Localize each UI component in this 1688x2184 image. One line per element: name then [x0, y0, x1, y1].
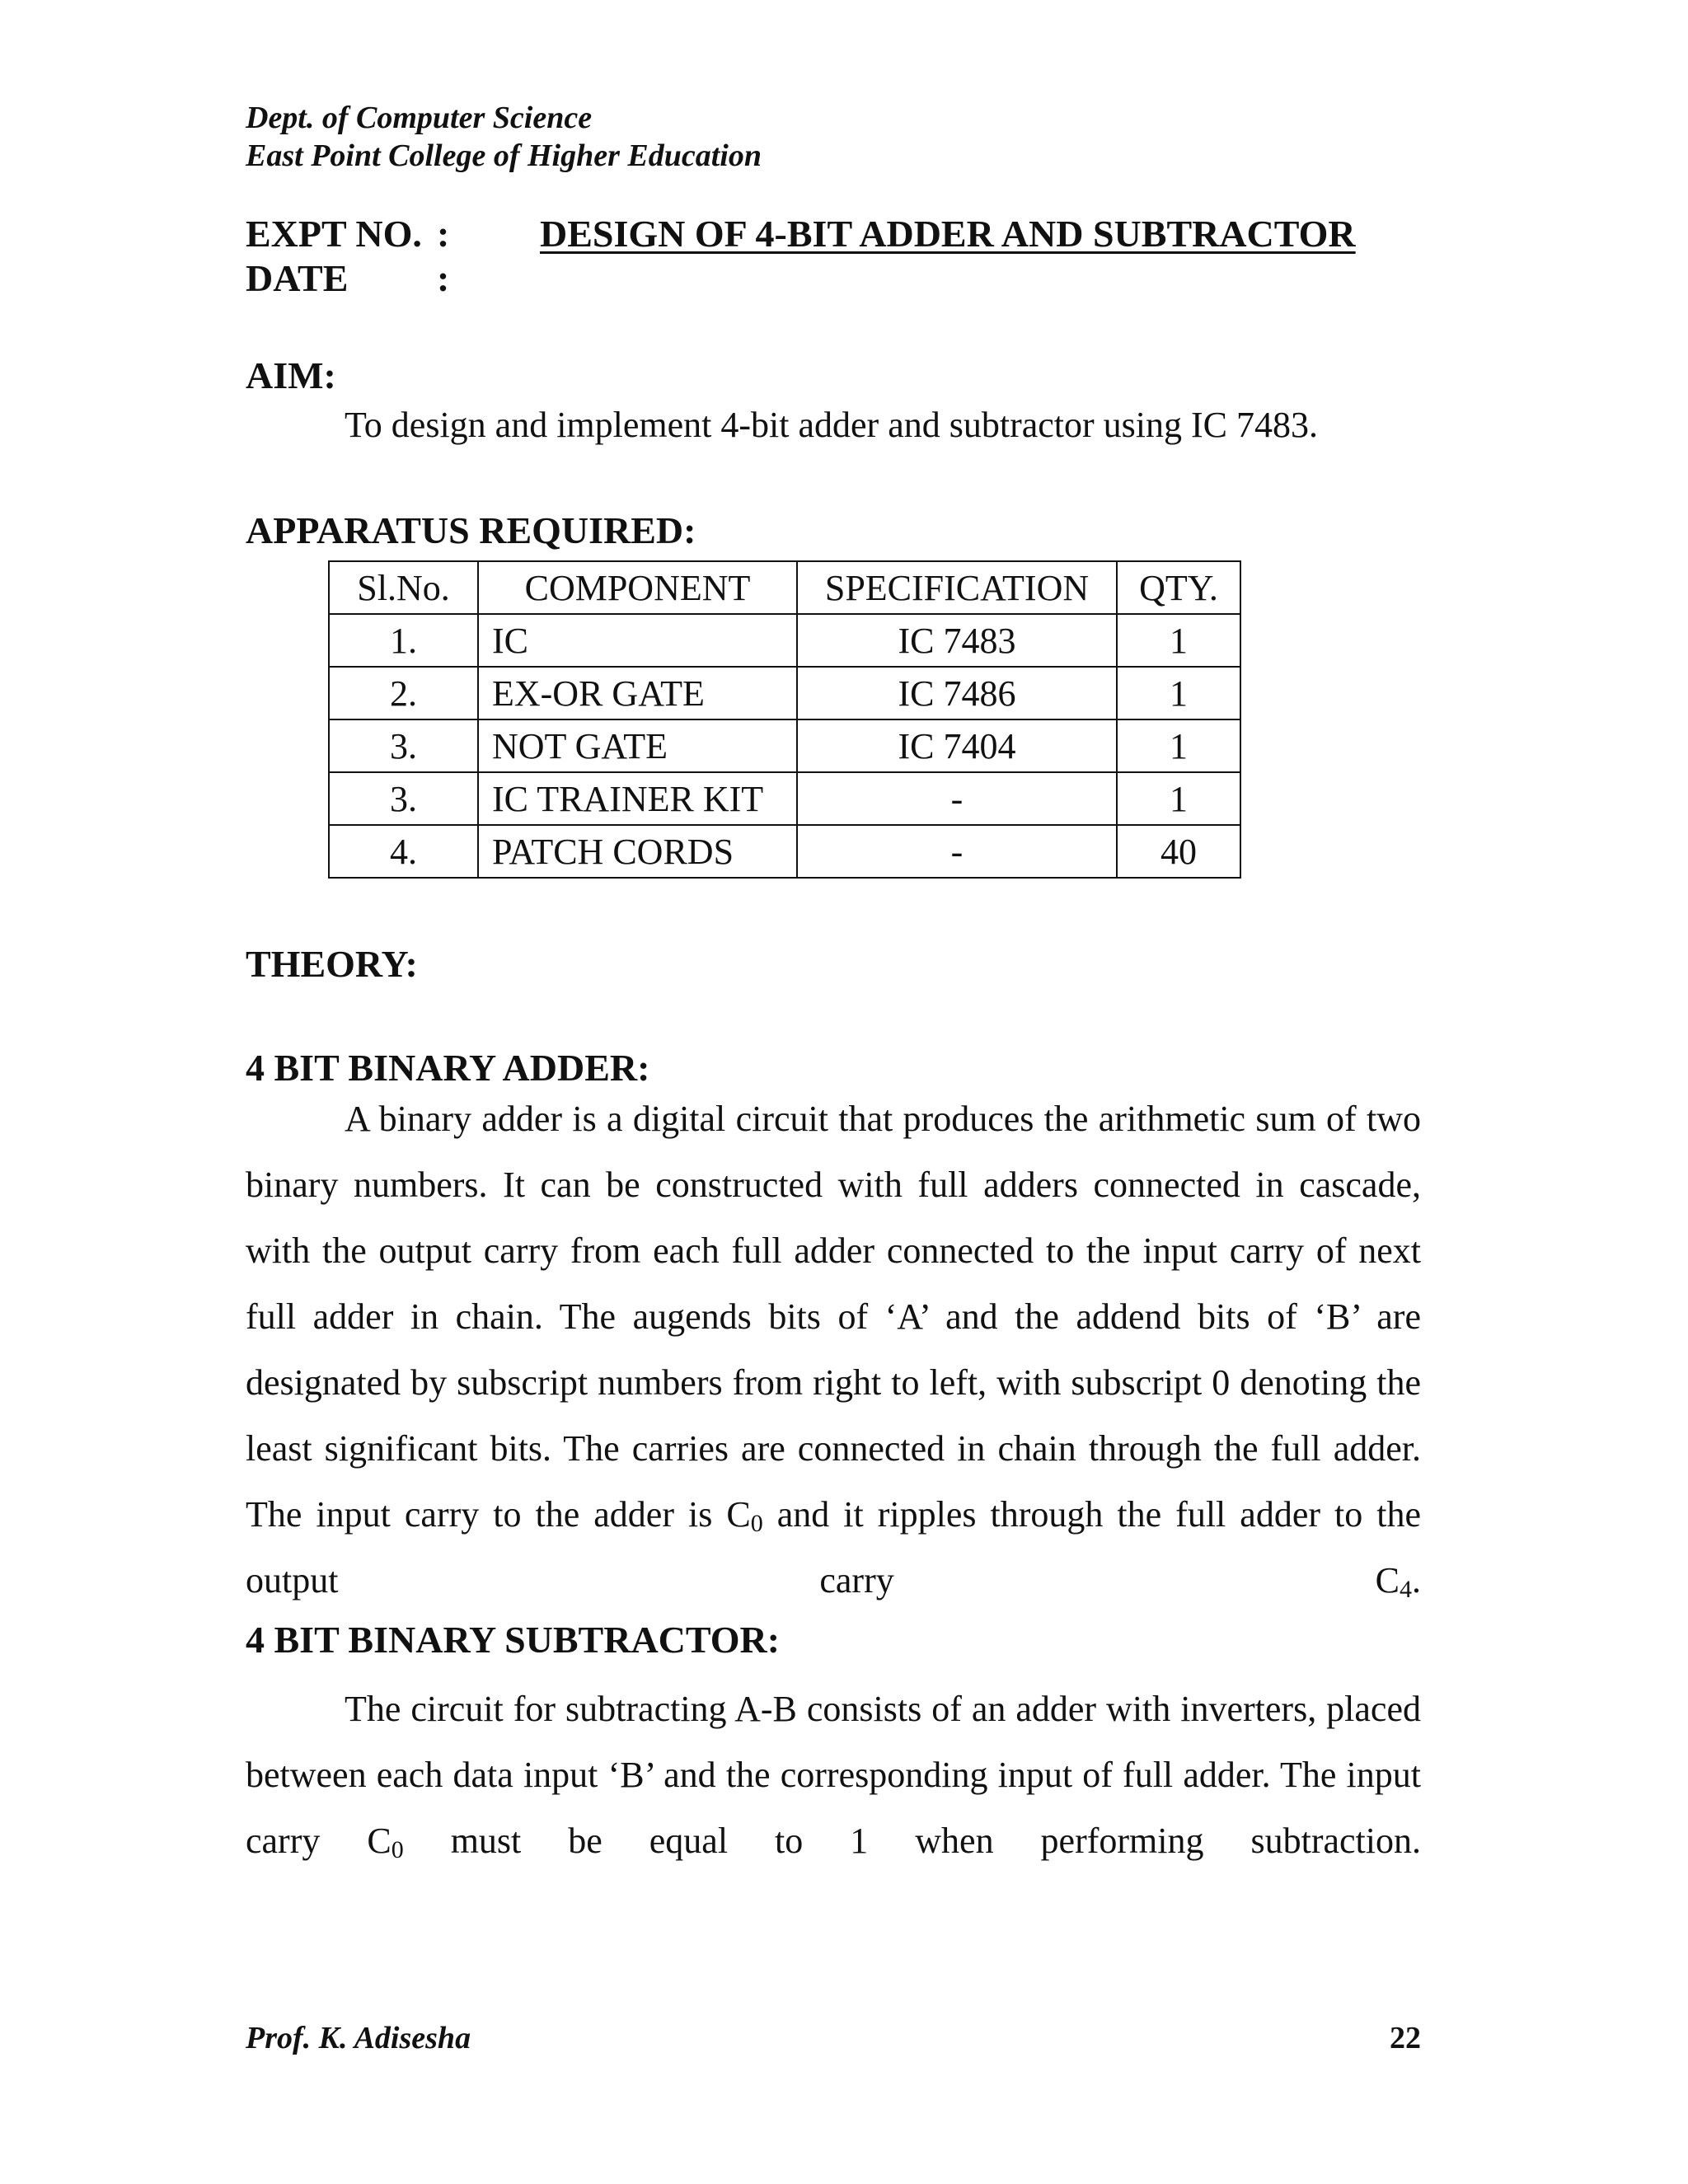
cell-slno: 3. — [329, 772, 478, 825]
cell-component: PATCH CORDS — [478, 825, 797, 878]
cell-component: IC — [478, 614, 797, 667]
cell-qty: 1 — [1117, 667, 1240, 719]
column-header-slno: Sl.No. — [329, 561, 478, 614]
page-number: 22 — [1390, 2021, 1421, 2055]
carry-out-subscript: 4 — [1400, 1576, 1412, 1603]
cell-slno: 4. — [329, 825, 478, 878]
adder-heading: 4 BIT BINARY ADDER: — [246, 1047, 650, 1089]
subtractor-heading: 4 BIT BINARY SUBTRACTOR: — [246, 1619, 781, 1661]
theory-heading: THEORY: — [246, 943, 418, 985]
apparatus-heading: APPARATUS REQUIRED: — [246, 509, 696, 551]
adder-paragraph — [246, 1086, 1421, 1680]
cell-component: IC TRAINER KIT — [478, 772, 797, 825]
table-row — [329, 614, 1240, 667]
cell-slno: 3. — [329, 719, 478, 772]
subtractor-body-text-end: must be equal to 1 when performing subtraction. — [403, 1821, 1421, 1861]
column-header-specification: SPECIFICATION — [797, 561, 1117, 614]
expt-no-label: EXPT NO. — [246, 213, 422, 255]
table-row — [329, 719, 1240, 772]
header-college: East Point College of Higher Education — [246, 138, 762, 173]
cell-qty: 1 — [1117, 772, 1240, 825]
column-header-component: COMPONENT — [478, 561, 797, 614]
table-row — [329, 825, 1240, 878]
subtractor-paragraph — [246, 1676, 1421, 1940]
cell-qty: 1 — [1117, 614, 1240, 667]
cell-slno: 2. — [329, 667, 478, 719]
cell-specification: - — [797, 825, 1117, 878]
carry-in-subscript: 0 — [391, 1836, 404, 1863]
adder-body-text-mid: and it ripples through the full adder to the output carry C — [246, 1494, 1422, 1601]
apparatus-table — [328, 560, 1241, 879]
cell-specification: IC 7483 — [797, 614, 1117, 667]
footer-author: Prof. K. Adisesha — [246, 2021, 471, 2055]
header-department: Dept. of Computer Science — [246, 101, 593, 135]
experiment-title: DESIGN OF 4-BIT ADDER AND SUBTRACTOR — [540, 213, 1356, 255]
carry-in-subscript: 0 — [750, 1510, 763, 1537]
table-header-row — [329, 561, 1240, 614]
cell-specification: IC 7486 — [797, 667, 1117, 719]
cell-qty: 1 — [1117, 719, 1240, 772]
table-row — [329, 772, 1240, 825]
table-row — [329, 667, 1240, 719]
column-header-qty: QTY. — [1117, 561, 1240, 614]
cell-slno: 1. — [329, 614, 478, 667]
cell-specification: - — [797, 772, 1117, 825]
date-colon: : — [437, 257, 450, 299]
cell-qty: 40 — [1117, 825, 1240, 878]
adder-body-text: A binary adder is a digital circuit that produces the arithmetic sum of two binary numbers. It can be constructed with full adders connected in cascade, with the output carry from each full adder connected to the input carry of next full adder in chain. The augends bits of ‘A’ and the addend bits of ‘B’ are designated by subscript numbers from right to left, with subscript 0 denoting the least significant bits. The carries are connected in chain through the full adder. The input carry to the adder is C — [246, 1099, 1421, 1535]
aim-heading: AIM: — [246, 354, 336, 396]
expt-no-colon: : — [437, 213, 450, 255]
date-label: DATE — [246, 257, 349, 299]
adder-body-text-end: . — [1412, 1560, 1421, 1601]
cell-component: EX-OR GATE — [478, 667, 797, 719]
cell-component: NOT GATE — [478, 719, 797, 772]
cell-specification: IC 7404 — [797, 719, 1117, 772]
subtractor-body-text: The circuit for subtracting A-B consists of an adder with inverters, placed between each data input ‘B’ and the corresponding input of full adder. The input carry C — [246, 1689, 1421, 1861]
aim-text: To design and implement 4-bit adder and subtractor using IC 7483. — [345, 405, 1319, 445]
